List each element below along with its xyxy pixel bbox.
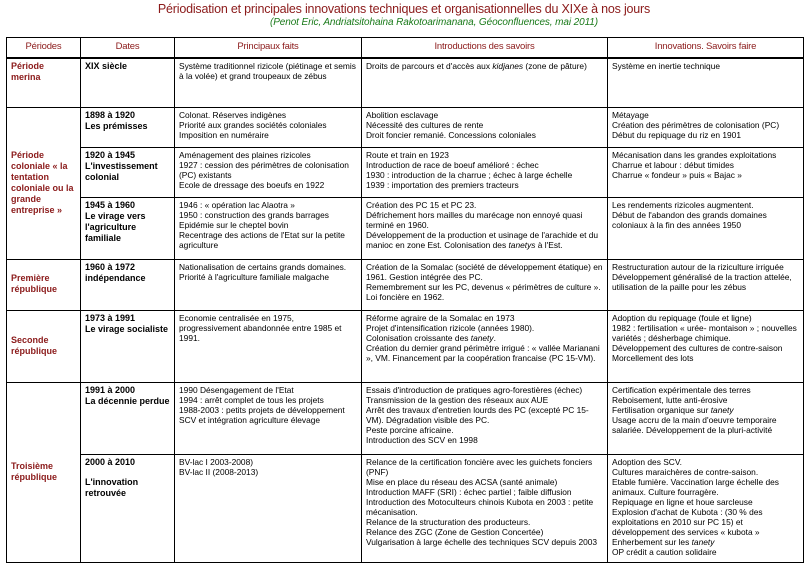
- cell-line: Relance de la structuration des producteurs.: [366, 516, 531, 527]
- cell-line: Création du dernier grand périmètre irrigué : « vallée Marianani », VM. Financement par la coopération francaise (PC 15-VM).: [366, 342, 600, 363]
- cell-line: Route et train en 1923: [366, 149, 449, 160]
- cell-line: Nécessité des cultures de rente: [366, 119, 484, 130]
- document-title: Périodisation et principales innovations techniques et organisationnelles du XIXe à nos jours: [157, 2, 651, 16]
- cell-line: XIX siècle: [85, 61, 128, 71]
- header-principaux-faits: Principaux faits: [175, 38, 362, 59]
- cell-line: Création des PC 15 et PC 23.: [366, 199, 477, 210]
- faits-cell: [175, 107, 362, 147]
- cell-line: Enherbement sur les tanety: [612, 536, 715, 547]
- table-row: [7, 310, 804, 382]
- cell-line: 1982 : fertilisation « urée- montaison » ; nouvelles variétés ; désherbage chimique.: [612, 322, 797, 343]
- cell-line: Développement des cultures de contre-saison: [612, 342, 783, 353]
- cell-line: Projet d'intensification rizicole (années 1980).: [366, 322, 535, 333]
- cell-line: Charrue et labour : début timides: [612, 159, 734, 170]
- cell-line: 1920 à 1945: [85, 149, 136, 160]
- cell-line: Système traditionnel rizicole (piétinage et semis à la volée) et grand troupeaux de zébus: [179, 61, 356, 81]
- cell-line: Priorité à l'agriculture familiale malgache: [179, 271, 330, 282]
- cell-line: Développement de la production et usinage de l'arachide et du manioc en zone Est. Colonisation des tanetys à l'Est.: [366, 229, 599, 250]
- faits-cell: [175, 259, 362, 310]
- savoirs-cell: [362, 147, 608, 197]
- cell-line: 1988-2003 : petits projets de développement SCV et intégration agriculture élevage: [179, 404, 345, 425]
- cell-line: Priorité aux grandes sociétés coloniales: [179, 119, 327, 130]
- cell-line: Reboisement, lutte anti-érosive: [612, 394, 728, 405]
- cell-line: 1946 : « opération lac Alaotra »: [179, 199, 295, 210]
- cell-line: 1960 à 1972: [85, 261, 136, 272]
- dates-cell: [81, 197, 175, 259]
- periodization-table: [6, 37, 804, 563]
- cell-line: Explosion d'achat de Kubota : (30 % des exploitations en 2010 sur PC 15) et développement des services « kubota »: [612, 506, 763, 537]
- cell-line: Système en inertie technique: [612, 61, 721, 71]
- innovations-cell: [608, 197, 804, 259]
- innovations-cell: [608, 58, 804, 107]
- cell-line: Introduction des SCV en 1998: [366, 434, 478, 445]
- cell-line: Cultures maraichères de contre-saison.: [612, 466, 759, 477]
- cell-line: Les rendements rizicoles augmentent.: [612, 199, 754, 210]
- cell-line: Le virage socialiste: [85, 323, 169, 334]
- savoirs-cell: [362, 382, 608, 454]
- cell-line: Colonat. Réserves indigènes: [179, 109, 287, 120]
- header-innovations: Innovations. Savoirs faire: [608, 38, 804, 59]
- faits-cell: [175, 382, 362, 454]
- cell-line: 1927 : cession des périmètres de colonisation (PC) existants: [179, 159, 349, 180]
- cell-line: Remembrement sur les PC, devenus « périmètres de culture ». Loi foncière en 1962.: [366, 281, 601, 302]
- cell-line: Mécanisation dans les grandes exploitations: [612, 149, 777, 160]
- dates-cell: [81, 58, 175, 107]
- cell-line: Défrichement hors mailles du marécage non ennoyé quasi terminé en 1960.: [366, 209, 583, 230]
- savoirs-cell: [362, 310, 608, 382]
- header-introductions-savoirs: Introductions des savoirs: [362, 38, 608, 59]
- cell-line: L'investissement colonial: [85, 160, 158, 182]
- cell-line: 1994 : arrêt complet de tous les projets: [179, 394, 324, 405]
- table-row: [7, 382, 804, 454]
- header-dates: Dates: [81, 38, 175, 59]
- cell-line: Aménagement des plaines rizicoles: [179, 149, 311, 160]
- cell-line: L'innovation retrouvée: [85, 476, 139, 498]
- cell-line: BV-lac I 2003-2008): [179, 456, 254, 467]
- faits-cell: [175, 197, 362, 259]
- cell-line: Fertilisation organique sur tanety: [612, 404, 734, 415]
- cell-line: Métayage: [612, 109, 649, 120]
- cell-line: 1945 à 1960: [85, 199, 136, 210]
- cell-line: 2000 à 2010: [85, 456, 136, 467]
- innovations-cell: [608, 259, 804, 310]
- cell-line: Peste porcine africaine.: [366, 424, 454, 435]
- cell-line: Recentrage des actions de l'Etat sur la petite agriculture: [179, 229, 345, 250]
- dates-cell: [81, 107, 175, 147]
- innovations-cell: [608, 382, 804, 454]
- cell-line: La décennie perdue: [85, 395, 170, 406]
- cell-line: Les prémisses: [85, 120, 148, 131]
- dates-cell: [81, 382, 175, 454]
- faits-cell: [175, 147, 362, 197]
- dates-cell: [81, 259, 175, 310]
- cell-line: 1898 à 1920: [85, 109, 136, 120]
- cell-line: Introduction de race de boeuf amélioré : échec: [366, 159, 539, 170]
- cell-line: Abolition esclavage: [366, 109, 439, 120]
- faits-cell: [175, 454, 362, 562]
- cell-line: Certification expérimentale des terres: [612, 384, 751, 395]
- cell-line: 1939 : importation des premiers tracteurs: [366, 179, 519, 190]
- period-cell: Troisième république: [7, 382, 81, 562]
- cell-line: Imposition en numéraire: [179, 129, 269, 140]
- cell-line: Repiquage en ligne et houe sarcleuse: [612, 496, 753, 507]
- cell-line: Mise en place du réseau des ACSA (santé animale): [366, 476, 558, 487]
- period-cell: Première république: [7, 259, 81, 310]
- table-row: [7, 259, 804, 310]
- cell-line: Nationalisation de certains grands domaines.: [179, 261, 347, 272]
- faits-cell: [175, 310, 362, 382]
- dates-cell: [81, 454, 175, 562]
- cell-line: Relance des ZGC (Zone de Gestion Concertée): [366, 526, 544, 537]
- cell-line: Charrue « fondeur » puis « Bajac »: [612, 169, 742, 180]
- table-row: [7, 147, 804, 197]
- savoirs-cell: [362, 259, 608, 310]
- cell-line: Réforme agraire de la Somalac en 1973: [366, 312, 515, 323]
- savoirs-cell: [362, 107, 608, 147]
- table-row: [7, 197, 804, 259]
- cell-line: Droits de parcours et d'accès aux kidjanes (zone de pâture): [366, 61, 587, 71]
- innovations-cell: [608, 310, 804, 382]
- cell-line: Colonisation croissante des tanety.: [366, 332, 496, 343]
- faits-cell: [175, 58, 362, 107]
- cell-line: Début du repiquage du riz en 1901: [612, 129, 741, 140]
- cell-line: Economie centralisée en 1975, progressivement abandonnée entre 1985 et 1991.: [179, 312, 342, 343]
- innovations-cell: [608, 147, 804, 197]
- cell-line: Essais d'introduction de pratiques agro-forestières (échec): [366, 384, 583, 395]
- cell-line: Relance de la certification foncière avec les guichets fonciers (PNF): [366, 456, 593, 477]
- cell-line: Droit foncier remanié. Concessions coloniales: [366, 129, 536, 140]
- cell-line: [85, 468, 170, 477]
- table-row: [7, 454, 804, 562]
- cell-line: Adoption des SCV.: [612, 456, 682, 467]
- cell-line: Epidémie sur le cheptel bovin: [179, 219, 289, 230]
- cell-line: indépendance: [85, 272, 146, 283]
- cell-line: OP crédit a caution solidaire: [612, 546, 717, 557]
- table-row: [7, 58, 804, 107]
- table-row: [7, 107, 804, 147]
- cell-line: Etable fumière. Vaccination large échelle des animaux. Culture fourragère.: [612, 476, 779, 497]
- cell-line: Restructuration autour de la riziculture irriguée: [612, 261, 784, 272]
- innovations-cell: [608, 107, 804, 147]
- cell-line: Introduction des Motoculteurs chinois Kubota en 2003 : petite mécanisation.: [366, 496, 594, 517]
- innovations-cell: [608, 454, 804, 562]
- cell-line: Introduction MAFF (SRI) : échec partiel ; faible diffusion: [366, 486, 572, 497]
- period-cell: Seconde république: [7, 310, 81, 382]
- cell-line: Adoption du repiquage (foule et ligne): [612, 312, 752, 323]
- cell-line: BV-lac II (2008-2013): [179, 466, 259, 477]
- dates-cell: [81, 310, 175, 382]
- cell-line: 1973 à 1991: [85, 312, 136, 323]
- cell-line: 1991 à 2000: [85, 384, 136, 395]
- savoirs-cell: [362, 58, 608, 107]
- cell-line: 1930 : introduction de la charrue ; échec à large échelle: [366, 169, 573, 180]
- document-subtitle: (Penot Eric, Andriatsitohaina Rakotoarimanana, Géoconfluences, mai 2011): [270, 17, 598, 28]
- period-cell: Période coloniale « la tentation coloniale ou la grande entreprise »: [7, 107, 81, 259]
- period-cell: Période merina: [7, 58, 81, 107]
- cell-line: 1950 : construction des grands barrages: [179, 209, 329, 220]
- cell-line: Arrêt des travaux d'entretien lourds des PC (excepté PC 15-VM). Dégradation visible des PC.: [366, 404, 589, 425]
- cell-line: Vulgarisation à large échelle des techniques SCV depuis 2003: [366, 536, 598, 547]
- cell-line: Morcellement des lots: [612, 352, 694, 363]
- savoirs-cell: [362, 197, 608, 259]
- cell-line: Transmission de la gestion des réseaux aux AUE: [366, 394, 549, 405]
- cell-line: Création des périmètres de colonisation (PC): [612, 119, 780, 130]
- cell-line: Usage accru de la main d'oeuvre temporaire salariée. Développement de la pluri-activité: [612, 414, 777, 435]
- savoirs-cell: [362, 454, 608, 562]
- cell-line: Ecole de dressage des boeufs en 1922: [179, 179, 325, 190]
- cell-line: Début de l'abandon des grands domaines coloniaux à la fin des années 1950: [612, 209, 767, 230]
- cell-line: Le virage vers l'agriculture familiale: [85, 210, 146, 243]
- cell-line: 1990 Désengagement de l'Etat: [179, 384, 294, 395]
- cell-line: Création de la Somalac (société de développement étatique) en 1961. Gestion intégrée des PC.: [366, 261, 603, 282]
- table-header-row: [7, 38, 804, 59]
- dates-cell: [81, 147, 175, 197]
- header-periodes: Périodes: [7, 38, 81, 59]
- cell-line: Développement généralisé de la traction attelée, utilisation de la paille pour les zébus: [612, 271, 792, 292]
